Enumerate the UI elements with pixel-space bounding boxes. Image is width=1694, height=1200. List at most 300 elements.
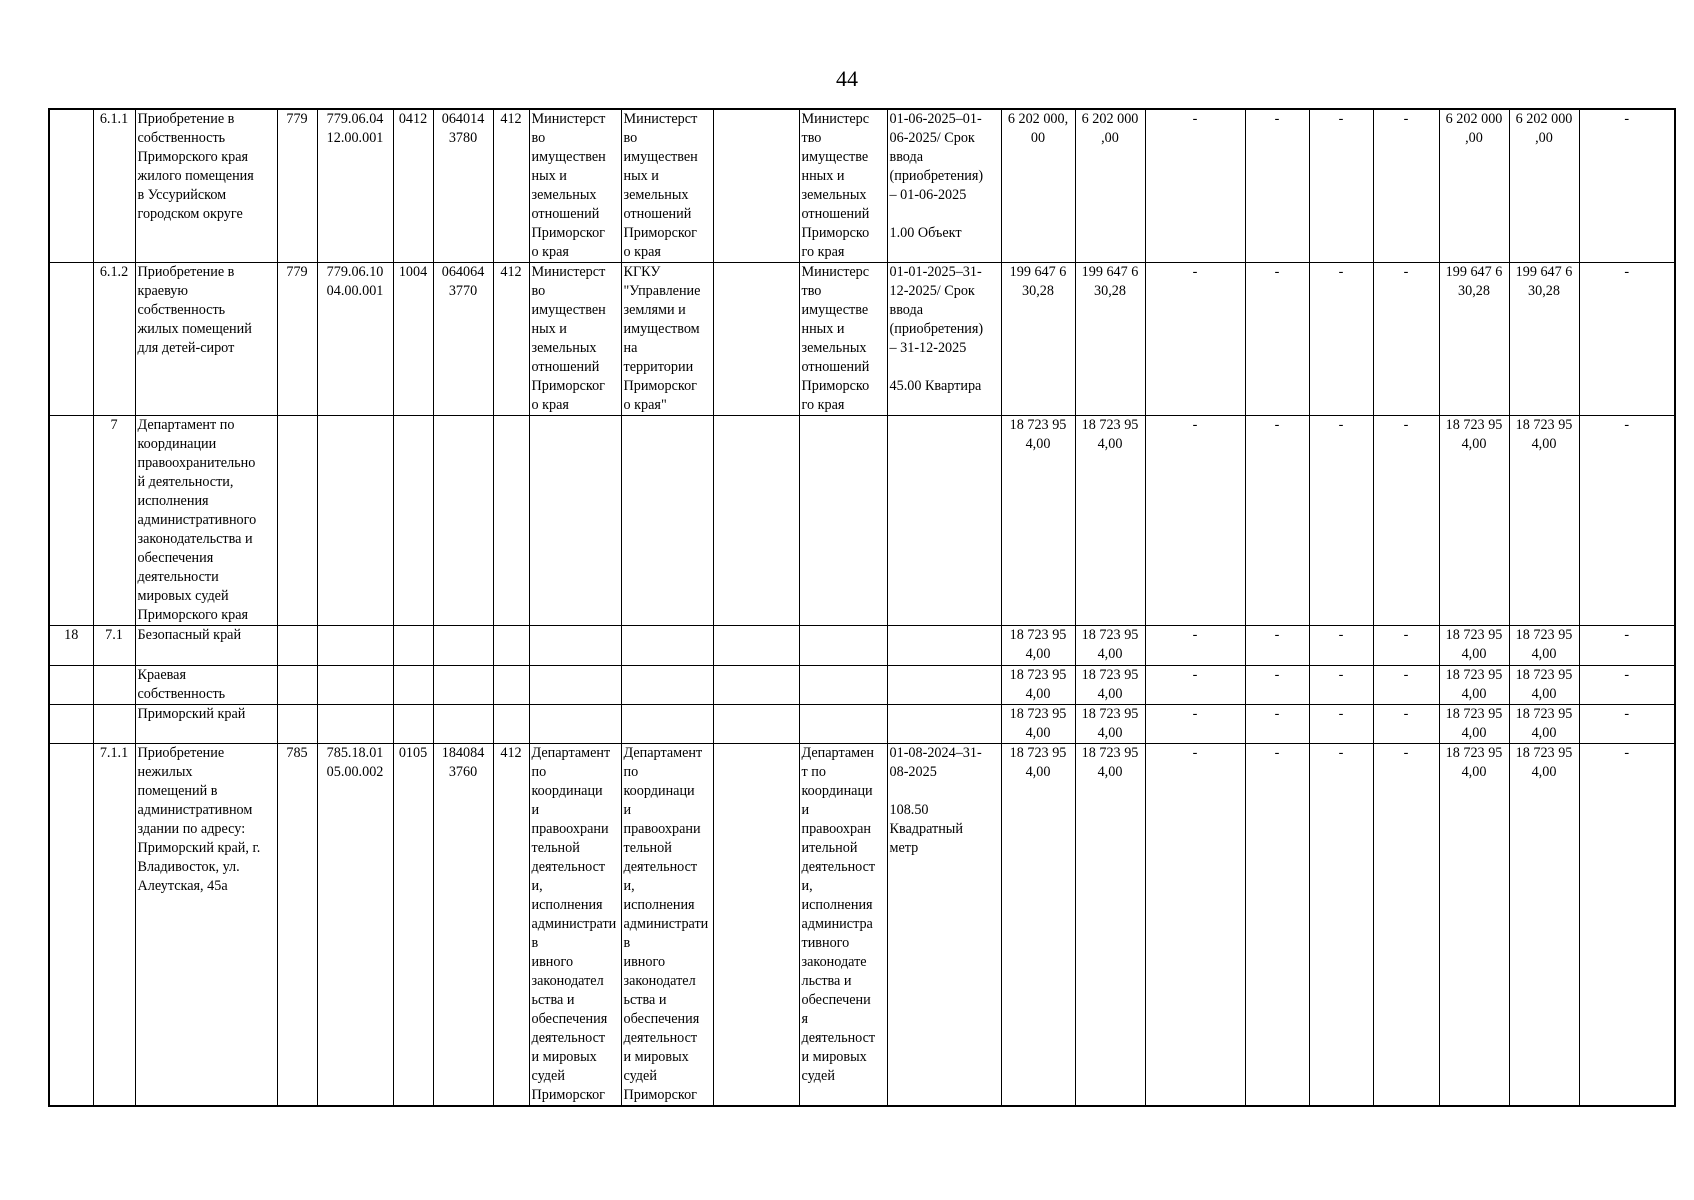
regional-budget-2025-cell [1509, 109, 1579, 263]
gr-cell [277, 626, 317, 666]
dash-cell [1145, 263, 1245, 416]
cell-text: - [1274, 111, 1280, 127]
cell-text: 7 [110, 417, 118, 433]
cell-line: отношений [623, 206, 692, 222]
cell-line: во [623, 130, 638, 146]
cell-line: Приморског [623, 1087, 697, 1103]
cell-text: - [1192, 667, 1198, 683]
cell-line: Министерс [801, 264, 870, 280]
cell-line: 4,00 [1531, 646, 1557, 662]
cell-line: ,00 [1535, 130, 1553, 146]
target-code-cell [317, 416, 393, 626]
cell-text: 412 [500, 264, 522, 280]
cell-text: - [1338, 745, 1344, 761]
cell-line: имуществе [801, 149, 869, 165]
vr-cell [493, 109, 529, 263]
cell-line: ных и [531, 321, 567, 337]
other-cell [1579, 705, 1675, 744]
cell-line: Приморско [801, 378, 870, 394]
csr-cell [433, 705, 493, 744]
cell-line: правоохранительно [137, 455, 256, 471]
cell-line: правоохрани [531, 821, 609, 837]
cell-line: имуществе [801, 302, 869, 318]
cell-line: Приморского края [137, 149, 249, 165]
customer-cell [529, 263, 621, 416]
cell-line: земельных [801, 187, 867, 203]
cell-line: и [531, 802, 540, 818]
cell-line: 4,00 [1461, 725, 1487, 741]
cell-line: 30,28 [1094, 283, 1126, 299]
client-cell [621, 416, 713, 626]
cell-line: 04.00.001 [326, 283, 384, 299]
dash-cell [1309, 416, 1373, 626]
cell-line: Владивосток, ул. [137, 859, 240, 875]
cell-line: обеспечени [801, 992, 871, 1008]
total-cell [1001, 109, 1075, 263]
target-code-cell [317, 263, 393, 416]
cell-text: - [1192, 627, 1198, 643]
cell-text: - [1403, 706, 1409, 722]
cell-line: землями и [623, 302, 686, 318]
cell-line: координаци [623, 783, 695, 799]
cell-line: 18 723 95 [1445, 627, 1503, 643]
responsible-cell [799, 666, 887, 705]
cell-line: Департамент [531, 745, 611, 761]
vr-cell [493, 705, 529, 744]
cell-line: тельной [623, 840, 672, 856]
cell-line: 18 723 95 [1515, 627, 1573, 643]
dash-cell [1245, 416, 1309, 626]
cell-line: территории [623, 359, 694, 375]
cell-text: - [1624, 111, 1630, 127]
regional-budget-2025-cell [1509, 416, 1579, 626]
cell-text: - [1624, 667, 1630, 683]
cell-line: КГКУ [623, 264, 661, 280]
cell-line: 06-2025/ Срок [889, 130, 975, 146]
gr-cell [277, 666, 317, 705]
cell-line: Приобретение в [137, 111, 235, 127]
cell-line: нных и [801, 168, 845, 184]
cell-line: законодател [623, 973, 696, 989]
table-row [49, 666, 1675, 705]
cell-line: тво [801, 283, 822, 299]
total-cell [1001, 744, 1075, 1107]
cell-line: обеспечения [623, 1011, 700, 1027]
cell-line: деятельност [801, 1030, 876, 1046]
dash-cell [1373, 263, 1439, 416]
cell-line: деятельност [801, 859, 876, 875]
cell-line: 18 723 95 [1445, 706, 1503, 722]
total-2025-cell [1075, 109, 1145, 263]
cell-line: тивного [801, 935, 850, 951]
dash-cell [1145, 705, 1245, 744]
name-cell [135, 705, 277, 744]
cell-line: законодател [531, 973, 604, 989]
cell-line: 30,28 [1528, 283, 1560, 299]
cell-line [890, 205, 999, 224]
cell-line: законодате [801, 954, 867, 970]
cell-line: го края [801, 244, 845, 260]
name-cell [135, 416, 277, 626]
cell-line: 6 202 000 [1445, 111, 1503, 127]
cell-line: 4,00 [1025, 764, 1051, 780]
cell-line [890, 358, 999, 377]
table-row [49, 626, 1675, 666]
cell-text: - [1403, 627, 1409, 643]
cell-line: 18 723 95 [1081, 627, 1139, 643]
cell-line: администра [801, 916, 873, 932]
dash-cell [1145, 416, 1245, 626]
code-cell [93, 666, 135, 705]
cell-line: о края [623, 244, 661, 260]
cell-line: 18 723 95 [1515, 745, 1573, 761]
client-cell [621, 626, 713, 666]
cell-line: отношений [531, 359, 600, 375]
regional-budget-2025-cell [1509, 744, 1579, 1107]
cell-line: отношений [801, 359, 870, 375]
total-2025-cell [1075, 744, 1145, 1107]
cell-text: 779 [286, 111, 308, 127]
cell-line: и мировых [801, 1049, 867, 1065]
empty-cell [713, 666, 799, 705]
regional-budget-cell [1439, 666, 1509, 705]
cell-line: административ [531, 916, 617, 951]
regional-budget-cell [1439, 109, 1509, 263]
client-cell [621, 744, 713, 1107]
cell-line: ввода [889, 302, 924, 318]
cell-line: правоохран [801, 821, 871, 837]
cell-line: 064014 [441, 111, 485, 127]
dash-cell [1145, 744, 1245, 1107]
code-cell [93, 744, 135, 1107]
total-cell [1001, 416, 1075, 626]
cell-line: нежилых [137, 764, 193, 780]
target-code-cell [317, 626, 393, 666]
cell-line: 184084 [441, 745, 485, 761]
cell-text: 0412 [398, 111, 428, 127]
other-cell [1579, 626, 1675, 666]
cell-line: 6 202 000 [1081, 111, 1139, 127]
cell-text: 7.1.1 [99, 745, 129, 761]
row-number-cell [49, 744, 93, 1107]
cell-line: и мировых [531, 1049, 597, 1065]
gr-cell [277, 744, 317, 1107]
cell-line: Министерст [531, 111, 606, 127]
cell-line: обеспечения [137, 550, 214, 566]
cell-text: 1004 [398, 264, 428, 280]
cell-text: - [1192, 111, 1198, 127]
row-number-cell [49, 416, 93, 626]
customer-cell [529, 416, 621, 626]
cell-line: й деятельности, [137, 474, 234, 490]
vr-cell [493, 626, 529, 666]
cell-text: - [1403, 264, 1409, 280]
responsible-cell [799, 263, 887, 416]
cell-line: собственность [137, 130, 226, 146]
cell-line: отношений [801, 206, 870, 222]
cell-line: 05.00.002 [326, 764, 384, 780]
cell-line: 785.18.01 [326, 745, 384, 761]
cell-line: метр [889, 840, 919, 856]
cell-text: 785 [286, 745, 308, 761]
code-cell [93, 416, 135, 626]
cell-line: 4,00 [1531, 436, 1557, 452]
cell-line: координаци [531, 783, 603, 799]
cell-line: судей [801, 1068, 835, 1084]
cell-line: ,00 [1101, 130, 1119, 146]
cell-line: во [531, 130, 546, 146]
cell-line: Безопасный край [137, 627, 242, 643]
cell-line: и [801, 802, 810, 818]
cell-text: - [1274, 627, 1280, 643]
table-row [49, 416, 1675, 626]
cell-text: - [1403, 111, 1409, 127]
gr-cell [277, 109, 317, 263]
dash-cell [1245, 626, 1309, 666]
cell-line: деятельност [531, 859, 606, 875]
cell-line: здании по адресу: [137, 821, 246, 837]
cell-line: земельных [623, 187, 689, 203]
row-number-cell [49, 109, 93, 263]
cell-line: ,00 [1465, 130, 1483, 146]
cell-line: – 31-12-2025 [889, 340, 967, 356]
cell-line: 18 723 95 [1009, 417, 1067, 433]
cell-line: 3770 [448, 283, 478, 299]
cell-line: по [623, 764, 639, 780]
cell-line: – 01-06-2025 [889, 187, 967, 203]
cell-line: 18 723 95 [1445, 667, 1503, 683]
regional-budget-2025-cell [1509, 263, 1579, 416]
total-cell [1001, 705, 1075, 744]
regional-budget-cell [1439, 705, 1509, 744]
cell-line: 01-08-2024–31- [889, 745, 982, 761]
cell-line: помещений в [137, 783, 218, 799]
cell-line: Приморско [801, 225, 870, 241]
code-cell [93, 705, 135, 744]
cell-line: 1.00 Объект [889, 225, 962, 241]
cell-line: 779.06.10 [326, 264, 384, 280]
cell-line: жилого помещения [137, 168, 254, 184]
cell-line: имуществен [531, 302, 606, 318]
cell-line: имуществом [623, 321, 700, 337]
cell-line: отношений [531, 206, 600, 222]
cell-line: 18 723 95 [1515, 417, 1573, 433]
cell-line: административного [137, 512, 257, 528]
empty-cell [713, 744, 799, 1107]
responsible-cell [799, 626, 887, 666]
cell-line: 4,00 [1531, 725, 1557, 741]
cell-text: - [1624, 745, 1630, 761]
dash-cell [1309, 109, 1373, 263]
cell-line: земельных [801, 340, 867, 356]
customer-cell [529, 666, 621, 705]
cell-line: и мировых [623, 1049, 689, 1065]
cell-line: 18 723 95 [1081, 667, 1139, 683]
target-code-cell [317, 109, 393, 263]
other-cell [1579, 666, 1675, 705]
cell-line: Департамент по [137, 417, 235, 433]
cell-text: - [1274, 667, 1280, 683]
dash-cell [1145, 626, 1245, 666]
cell-line: 064064 [441, 264, 485, 280]
cell-line: о края [531, 244, 569, 260]
cell-line: 18 723 95 [1009, 627, 1067, 643]
code-cell [93, 109, 135, 263]
responsible-cell [799, 744, 887, 1107]
dash-cell [1309, 263, 1373, 416]
cell-text: 0105 [398, 745, 428, 761]
cell-line: 4,00 [1097, 686, 1123, 702]
cell-text: - [1338, 417, 1344, 433]
customer-cell [529, 744, 621, 1107]
regional-budget-cell [1439, 416, 1509, 626]
cell-line: 6 202 000, [1007, 111, 1069, 127]
cell-line: я [801, 1011, 809, 1027]
cell-line: деятельност [531, 1030, 606, 1046]
total-2025-cell [1075, 666, 1145, 705]
cell-line: жилых помещений [137, 321, 252, 337]
dash-cell [1245, 109, 1309, 263]
cell-line: 6 202 000 [1515, 111, 1573, 127]
other-cell [1579, 263, 1675, 416]
cell-line: административ [623, 916, 709, 951]
cell-line: 4,00 [1531, 764, 1557, 780]
name-cell [135, 263, 277, 416]
cell-line: исполнения [623, 897, 695, 913]
dash-cell [1245, 263, 1309, 416]
responsible-cell [799, 416, 887, 626]
cell-line: Департамен [801, 745, 874, 761]
cell-text: - [1274, 706, 1280, 722]
cell-text: - [1274, 745, 1280, 761]
terms-cell [887, 626, 1001, 666]
cell-line: исполнения [531, 897, 603, 913]
cell-line: деятельност [623, 1030, 698, 1046]
section-cell [393, 626, 433, 666]
cell-text: - [1624, 417, 1630, 433]
cell-line: земельных [531, 340, 597, 356]
cell-line: правоохрани [623, 821, 701, 837]
dash-cell [1373, 744, 1439, 1107]
cell-line: 4,00 [1531, 686, 1557, 702]
total-2025-cell [1075, 263, 1145, 416]
total-cell [1001, 263, 1075, 416]
cell-line: 18 723 95 [1009, 706, 1067, 722]
regional-budget-cell [1439, 263, 1509, 416]
cell-line: 199 647 6 [1081, 264, 1139, 280]
cell-line: для детей-сирот [137, 340, 235, 356]
cell-line: судей [623, 1068, 657, 1084]
dash-cell [1309, 666, 1373, 705]
regional-budget-2025-cell [1509, 626, 1579, 666]
dash-cell [1245, 705, 1309, 744]
code-cell [93, 263, 135, 416]
name-cell [135, 666, 277, 705]
page-number: 44 [836, 66, 858, 91]
empty-cell [713, 109, 799, 263]
total-2025-cell [1075, 416, 1145, 626]
regional-budget-cell [1439, 744, 1509, 1107]
responsible-cell [799, 705, 887, 744]
empty-cell [713, 705, 799, 744]
csr-cell [433, 744, 493, 1107]
cell-line: ных и [531, 168, 567, 184]
dash-cell [1309, 626, 1373, 666]
row-number-cell [49, 705, 93, 744]
cell-line: Краевая [137, 667, 186, 683]
cell-text: 412 [500, 111, 522, 127]
terms-cell [887, 666, 1001, 705]
cell-line: 199 647 6 [1445, 264, 1503, 280]
cell-line: и [623, 802, 632, 818]
cell-line: на [623, 340, 638, 356]
cell-text: 6.1.2 [99, 264, 129, 280]
cell-text: - [1192, 745, 1198, 761]
gr-cell [277, 416, 317, 626]
table-row [49, 744, 1675, 1107]
cell-line: 12-2025/ Срок [889, 283, 975, 299]
target-code-cell [317, 705, 393, 744]
cell-line: имуществен [531, 149, 606, 165]
customer-cell [529, 705, 621, 744]
cell-line: 18 723 95 [1009, 667, 1067, 683]
cell-line: 4,00 [1097, 764, 1123, 780]
regional-budget-cell [1439, 626, 1509, 666]
cell-line: 199 647 6 [1515, 264, 1573, 280]
cell-line: 18 723 95 [1445, 417, 1503, 433]
cell-line: и, [531, 878, 543, 894]
cell-text: - [1192, 264, 1198, 280]
cell-line: Приобретение [137, 745, 225, 761]
cell-text: 6.1.1 [99, 111, 129, 127]
cell-line: 4,00 [1461, 686, 1487, 702]
cell-text: - [1403, 667, 1409, 683]
cell-line: Приморског [531, 378, 605, 394]
regional-budget-2025-cell [1509, 666, 1579, 705]
cell-line: координаци [801, 783, 873, 799]
cell-line: в Уссурийском [137, 187, 227, 203]
cell-line: административном [137, 802, 253, 818]
other-cell [1579, 416, 1675, 626]
cell-line: ввода [889, 149, 924, 165]
cell-line: мировых судей [137, 588, 229, 604]
customer-cell [529, 109, 621, 263]
cell-line: и, [801, 878, 813, 894]
cell-line: 3760 [448, 764, 478, 780]
cell-line: имуществен [623, 149, 698, 165]
dash-cell [1245, 744, 1309, 1107]
cell-line: исполнения [137, 493, 209, 509]
cell-line: во [531, 283, 546, 299]
target-code-cell [317, 744, 393, 1107]
csr-cell [433, 666, 493, 705]
cell-line: т по [801, 764, 826, 780]
name-cell [135, 109, 277, 263]
client-cell [621, 666, 713, 705]
section-cell [393, 744, 433, 1107]
cell-line: 18 723 95 [1515, 667, 1573, 683]
empty-cell [713, 416, 799, 626]
cell-text: - [1274, 417, 1280, 433]
row-number-cell [49, 626, 93, 666]
table-row [49, 263, 1675, 416]
cell-text: - [1338, 627, 1344, 643]
cell-line: Министерст [623, 111, 698, 127]
section-cell [393, 705, 433, 744]
cell-line: 4,00 [1461, 764, 1487, 780]
empty-cell [713, 263, 799, 416]
cell-text: - [1403, 745, 1409, 761]
